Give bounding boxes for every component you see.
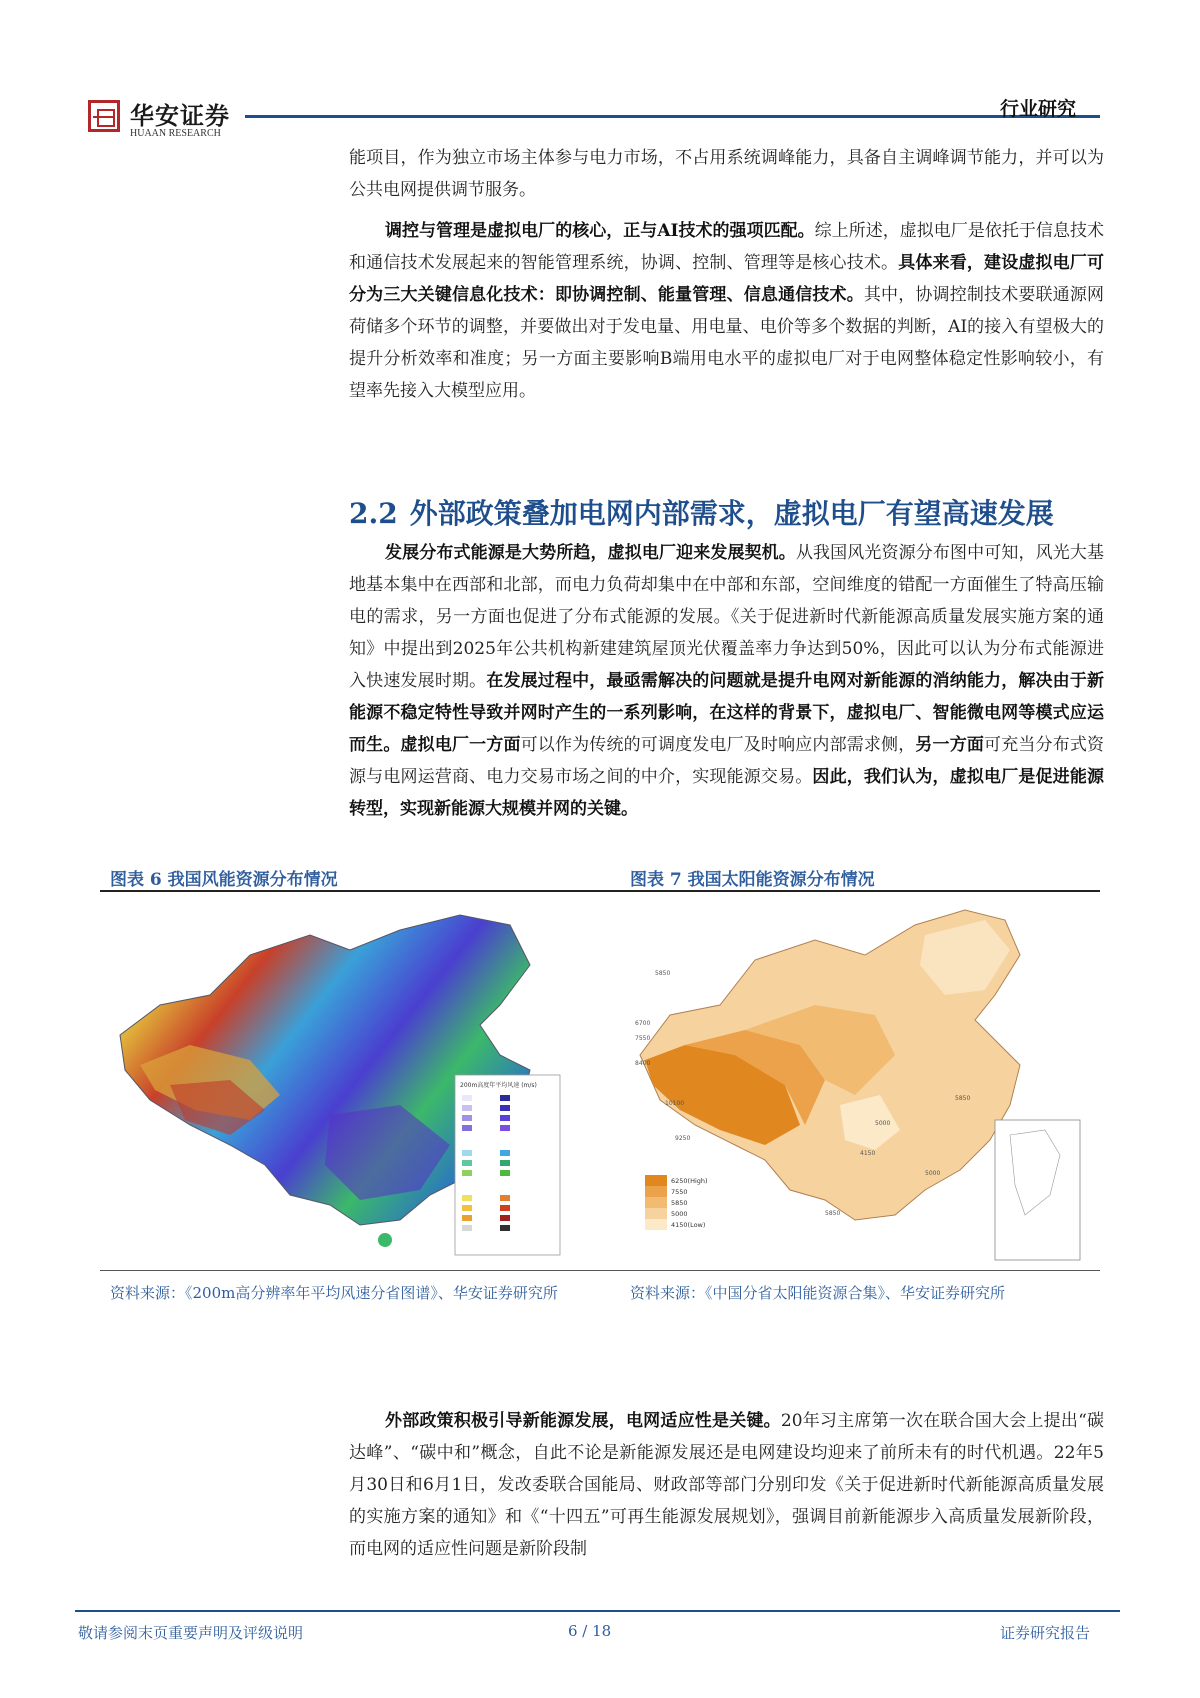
brand-name-cn: 华安证券	[130, 101, 230, 130]
wind-resource-map	[100, 895, 620, 1265]
paragraph-4-lead: 外部政策积极引导新能源发展，电网适应性是关键。	[385, 1411, 781, 1431]
section-number: 2.2	[349, 497, 398, 530]
section-title: 外部政策叠加电网内部需求，虚拟电厂有望高速发展	[409, 497, 1054, 530]
paragraph-2-text1: 综上所述，虚拟电厂是依托于信息技术和通信技术发展起来的智能管理系统，协调、控制、管理等是核心技术。	[349, 221, 1104, 273]
paragraph-1-text: 能项目，作为独立市场主体参与电力市场，不占用系统调峰能力，具备自主调峰调节能力，并可以为公共电网提供调节服务。	[349, 148, 1104, 200]
solar-legend-label: 5850	[671, 1199, 688, 1207]
wind-legend-title: 200m高度年平均风速 (m/s)	[460, 1082, 537, 1089]
paragraph-3-conclusion: 因此，我们认为，虚拟电厂是促进能源转型，实现新能源大规模并网的关键。	[349, 767, 1105, 819]
paragraph-3-emphasis-1: 在发展过程中，最亟需解决的问题就是提升电网对新能源的消纳能力，解决由于新能源不稳定特性导致并网时产生的一系列影响，在这样的背景下，虚拟电厂、智能微电网等模式应运而生。	[349, 671, 1105, 755]
contour-label: 10100	[665, 1100, 685, 1107]
footer-disclaimer-link[interactable]: 敬请参阅末页重要声明及评级说明	[78, 1624, 304, 1642]
contour-label: 5000	[925, 1170, 941, 1177]
contour-label: 8400	[635, 1060, 651, 1067]
paragraph-3	[349, 537, 1104, 825]
contour-label: 5850	[825, 1210, 841, 1217]
solar-legend	[645, 1175, 708, 1230]
paragraph-2-text2: 其中，协调控制技术要联通源网荷储多个环节的调整，并要做出对于发电量、用电量、电价等多个数据的判断，AI的接入有望极大的提升分析效率和准度；另一方面主要影响B端用电水平的虚拟电厂对于电网整体稳定性影响较小，有望率先接入大模型应用。	[349, 285, 1105, 401]
footer-page-number: 6 / 18	[568, 1622, 612, 1640]
solar-legend-label: 7550	[671, 1188, 688, 1196]
figure-7-caption: 图表 7 我国太阳能资源分布情况	[630, 870, 875, 890]
paragraph-2	[349, 215, 1104, 407]
paragraph-2-lead: 调控与管理是虚拟电厂的核心，正与AI技术的强项匹配。	[385, 221, 815, 241]
wind-map-hainan	[378, 1233, 392, 1247]
contour-label: 7550	[635, 1035, 651, 1042]
figure-6-source: 资料来源：《200m高分辨率年平均风速分省图谱》、华安证券研究所	[110, 1284, 558, 1302]
solar-legend-label: 4150(Low)	[671, 1221, 706, 1229]
paragraph-2-emphasis: 具体来看，建设虚拟电厂可分为三大关键信息化技术：即协调控制、能量管理、信息通信技术。	[349, 253, 1105, 305]
paragraph-1	[349, 142, 1104, 206]
header-rule	[245, 115, 1100, 118]
paragraph-4-text: 20年习主席第一次在联合国大会上提出“碳达峰”、“碳中和”概念，自此不论是新能源发展还是电网建设均迎来了前所未有的时代机遇。22年5月30日和6月1日，发改委联合国能局、财政部等部门分别印发《关于促进新时代新能源高质量发展的实施方案的通知》和《“十四五”可再生能源发展规划》，强调目前新能源步入高质量发展新阶段，而电网的适应性问题是新阶段制	[349, 1411, 1105, 1559]
footer-report-type: 证券研究报告	[1000, 1624, 1091, 1642]
paragraph-3-emphasis-3: 另一方面	[915, 735, 985, 755]
solar-legend-label: 5000	[671, 1210, 688, 1218]
brand-name-en: HUAAN RESEARCH	[130, 128, 221, 139]
solar-resource-map	[625, 895, 1095, 1265]
footer-rule	[75, 1610, 1120, 1612]
contour-label: 9250	[675, 1135, 691, 1142]
south-china-sea-inset	[995, 1120, 1080, 1260]
logo-mark	[88, 100, 120, 132]
paragraph-4	[349, 1405, 1104, 1565]
contour-label: 5000	[875, 1120, 891, 1127]
figure-7-source: 资料来源：《中国分省太阳能资源合集》、华安证券研究所	[630, 1284, 1006, 1302]
contour-label: 4150	[860, 1150, 876, 1157]
paragraph-3-emphasis-2: 虚拟电厂一方面	[400, 735, 521, 755]
header-section-label: 行业研究	[1000, 98, 1077, 120]
figure-6-caption: 图表 6 我国风能资源分布情况	[110, 870, 338, 890]
contour-label: 6700	[635, 1020, 651, 1027]
paragraph-3-lead: 发展分布式能源是大势所趋，虚拟电厂迎来发展契机。	[385, 543, 796, 563]
contour-label: 5850	[655, 970, 671, 977]
section-heading	[349, 492, 1054, 532]
paragraph-3-text1: 从我国风光资源分布图中可知，风光大基地基本集中在西部和北部，而电力负荷却集中在中部和东部，空间维度的错配一方面催生了特高压输电的需求，另一方面也促进了分布式能源的发展。《关于促进新时代新能源高质量发展实施方案的通知》中提出到2025年公共机构新建建筑屋顶光伏覆盖率力争达到50%，因此可以认为分布式能源进入快速发展时期。	[349, 543, 1105, 691]
contour-label: 5850	[955, 1095, 971, 1102]
paragraph-3-text3: 可充当分布式资源与电网运营商、电力交易市场之间的中介，实现能源交易。	[349, 735, 1105, 787]
figure-bottom-rule	[100, 1270, 1100, 1271]
paragraph-3-text2: 可以作为传统的可调度发电厂及时响应内部需求侧，	[520, 735, 916, 755]
figure-top-rule	[100, 890, 1100, 892]
solar-legend-label: 6250(High)	[671, 1177, 708, 1185]
